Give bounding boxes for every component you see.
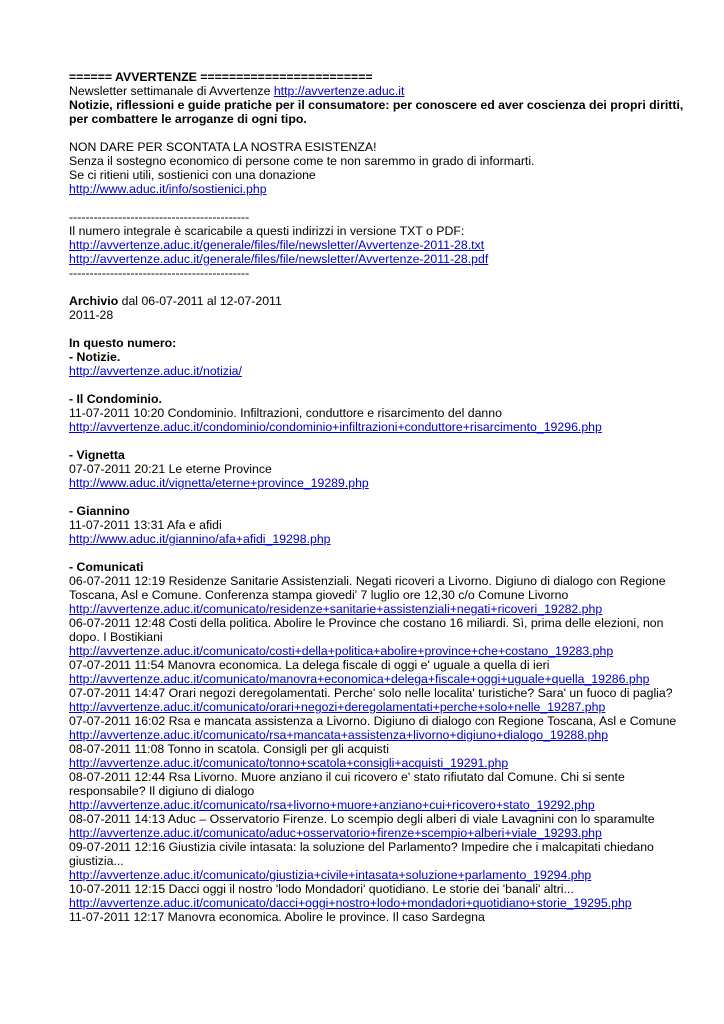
separator: -------------------------------------------- xyxy=(69,210,250,224)
comunicato-link[interactable]: http://avvertenze.aduc.it/comunicato/residenze+sanitarie+assistenziali+negati+ricoveri_19282.php xyxy=(69,602,603,616)
comunicato-text: 08-07-2011 12:44 Rsa Livorno. Muore anziano il cui ricovero e' stato rifiutato dal Comune. Chi si sente responsabile? Il digiuno di dialogo xyxy=(69,770,625,798)
comunicato-text: 09-07-2011 12:16 Giustizia civile intasata: la soluzione del Parlamento? Impedire che i malcapitati chiedano giustizia... xyxy=(69,840,654,868)
comunicato-text: 07-07-2011 11:54 Manovra economica. La delega fiscale di oggi e' uguale a quella di ieri xyxy=(69,658,550,672)
comunicato-text: 06-07-2011 12:48 Costi della politica. Abolire le Province che costano 16 miliardi. Sì, prima delle elezioni, non dopo. I Bostikiani xyxy=(69,616,664,644)
giannino-item-text: 11-07-2011 13:31 Afa e afidi xyxy=(69,518,222,532)
condominio-item-text: 11-07-2011 10:20 Condominio. Infiltrazioni, conduttore e risarcimento del danno xyxy=(69,406,502,420)
comunicato-link[interactable]: http://avvertenze.aduc.it/comunicato/tonno+scatola+consigli+acquisti_19291.php xyxy=(69,756,509,770)
list-item xyxy=(69,812,684,840)
comunicato-link[interactable]: http://avvertenze.aduc.it/comunicato/dacci+oggi+nostro+lodo+mondadori+quotidiano+storie_19295.php xyxy=(69,896,632,910)
comunicato-text: 11-07-2011 12:17 Manovra economica. Abolire le province. Il caso Sardegna xyxy=(69,910,485,924)
comunicato-link[interactable]: http://avvertenze.aduc.it/comunicato/rsa+livorno+muore+anziano+cui+ricovero+stato_19292.php xyxy=(69,798,595,812)
section-title-giannino: - Giannino xyxy=(69,504,130,518)
comunicato-link[interactable]: http://avvertenze.aduc.it/comunicato/costi+della+politica+abolire+province+che+costano_19283.php xyxy=(69,644,614,658)
spacer xyxy=(69,126,684,140)
archive-label: Archivio xyxy=(69,294,119,308)
list-item xyxy=(69,574,684,616)
list-item xyxy=(69,742,684,770)
giannino-item-link[interactable]: http://www.aduc.it/giannino/afa+afidi_19298.php xyxy=(69,532,331,546)
comunicato-text: 08-07-2011 11:08 Tonno in scatola. Consigli per gli acquisti xyxy=(69,742,389,756)
support-line-2: Se ci ritieni utili, sostienici con una donazione xyxy=(69,168,316,182)
comunicato-link[interactable]: http://avvertenze.aduc.it/comunicato/manovra+economica+delega+fiscale+oggi+uguale+quella_19286.php xyxy=(69,672,650,686)
notizie-link[interactable]: http://avvertenze.aduc.it/notizia/ xyxy=(69,364,242,378)
list-item xyxy=(69,658,684,686)
support-line-1: Senza il sostegno economico di persone come te non saremmo in grado di informarti. xyxy=(69,154,535,168)
spacer xyxy=(69,322,684,336)
comunicato-link[interactable]: http://avvertenze.aduc.it/comunicato/rsa+mancata+assistenza+livorno+digiuno+dialogo_19288.php xyxy=(69,728,609,742)
list-item xyxy=(69,910,684,924)
section-title-vignetta: - Vignetta xyxy=(69,448,125,462)
comunicati-list xyxy=(69,574,684,924)
comunicato-text: 10-07-2011 12:15 Dacci oggi il nostro 'lodo Mondadori' quotidiano. Le storie dei 'banali' altri... xyxy=(69,882,574,896)
spacer xyxy=(69,196,684,210)
contents-heading: In questo numero: xyxy=(69,336,177,350)
support-heading: NON DARE PER SCONTATA LA NOSTRA ESISTENZA! xyxy=(69,140,377,154)
spacer xyxy=(69,490,684,504)
comunicato-text: 08-07-2011 14:13 Aduc – Osservatorio Firenze. Lo scempio degli alberi di viale Lavagnini con lo sparamulte xyxy=(69,812,655,826)
list-item xyxy=(69,840,684,882)
comunicato-link[interactable]: http://avvertenze.aduc.it/comunicato/orari+negozi+deregolamentati+perche+solo+nelle_19287.php xyxy=(69,700,606,714)
comunicato-link[interactable]: http://avvertenze.aduc.it/comunicato/aduc+osservatorio+firenze+scempio+alberi+viale_19293.php xyxy=(69,826,602,840)
spacer xyxy=(69,434,684,448)
list-item xyxy=(69,686,684,714)
condominio-item-link[interactable]: http://avvertenze.aduc.it/condominio/condominio+infiltrazioni+conduttore+risarcimento_19296.php xyxy=(69,420,602,434)
spacer xyxy=(69,546,684,560)
avvertenze-home-link[interactable]: http://avvertenze.aduc.it xyxy=(273,84,405,98)
banner-heading: ====== AVVERTENZE ======================== xyxy=(69,70,373,84)
section-title-condominio: - Il Condominio. xyxy=(69,392,162,406)
spacer xyxy=(69,280,684,294)
comunicato-link[interactable]: http://avvertenze.aduc.it/comunicato/giustizia+civile+intasata+soluzione+parlamento_19294.php xyxy=(69,868,592,882)
spacer xyxy=(69,378,684,392)
separator: -------------------------------------------- xyxy=(69,266,250,280)
list-item xyxy=(69,714,684,742)
archive-issue: 2011-28 xyxy=(69,308,114,322)
archive-range xyxy=(69,294,684,308)
subtitle-text: Newsletter settimanale di Avvertenze xyxy=(69,84,274,98)
comunicato-text: 06-07-2011 12:19 Residenze Sanitarie Assistenziali. Negati ricoveri a Livorno. Digiuno di dialogo con Regione Toscana, Asl e Comune. Conferenza stampa giovedi' 7 luglio ore 12,30 c/o Comune Livorno xyxy=(69,574,666,602)
subtitle xyxy=(69,84,684,98)
section-title-comunicati: - Comunicati xyxy=(69,560,144,574)
download-text: Il numero integrale è scaricabile a questi indirizzi in versione TXT o PDF: xyxy=(69,224,465,238)
list-item xyxy=(69,770,684,812)
txt-download-link[interactable]: http://avvertenze.aduc.it/generale/files/file/newsletter/Avvertenze-2011-28.txt xyxy=(69,238,485,252)
vignetta-item-link[interactable]: http://www.aduc.it/vignetta/eterne+province_19289.php xyxy=(69,476,369,490)
donation-link[interactable]: http://www.aduc.it/info/sostienici.php xyxy=(69,182,267,196)
vignetta-item-text: 07-07-2011 20:21 Le eterne Province xyxy=(69,462,272,476)
section-title-notizie: - Notizie. xyxy=(69,350,121,364)
tagline: Notizie, riflessioni e guide pratiche per il consumatore: per conoscere ed aver coscienza dei propri diritti, per combattere le arroganze di ogni tipo. xyxy=(69,98,684,126)
pdf-download-link[interactable]: http://avvertenze.aduc.it/generale/files/file/newsletter/Avvertenze-2011-28.pdf xyxy=(69,252,489,266)
list-item xyxy=(69,616,684,658)
archive-dates: dal 06-07-2011 al 12-07-2011 xyxy=(118,294,282,308)
comunicato-text: 07-07-2011 16:02 Rsa e mancata assistenza a Livorno. Digiuno di dialogo con Regione Toscana, Asl e Comune xyxy=(69,714,677,728)
comunicato-text: 07-07-2011 14:47 Orari negozi deregolamentati. Perche' solo nelle localita' turistiche? Sara' un fuoco di paglia? xyxy=(69,686,673,700)
list-item xyxy=(69,882,684,910)
